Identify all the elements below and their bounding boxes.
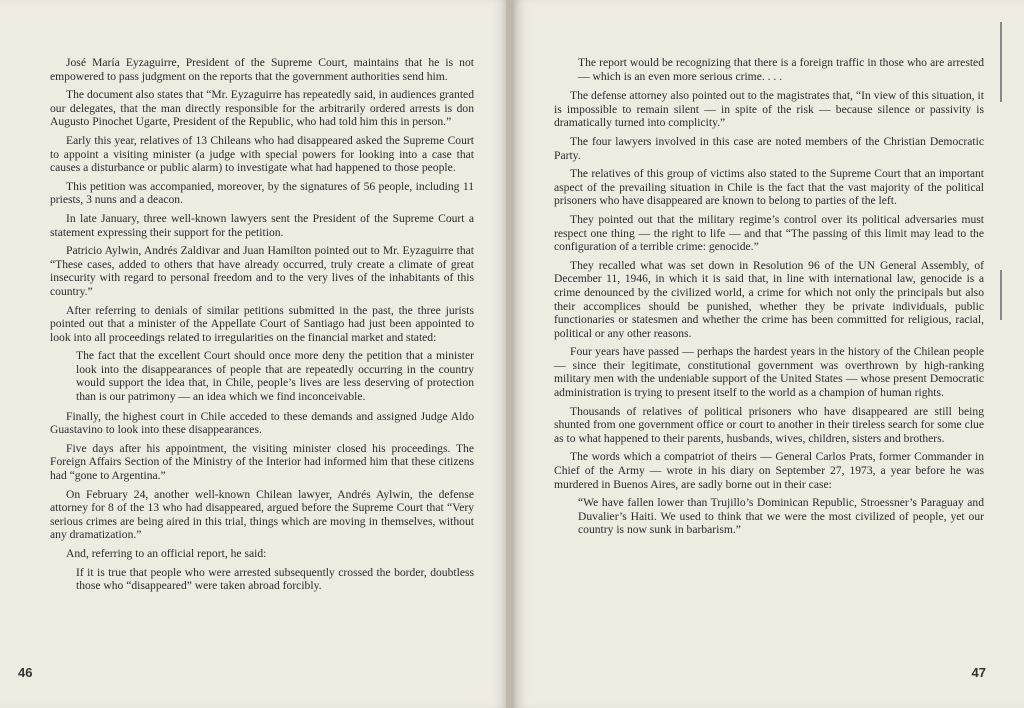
paragraph: Five days after his appointment, the visiting minister closed his proceedings. The Foreign Affairs Section of the Ministry of the Interior had informed him that these citizens had “gone to Argentina.”	[50, 441, 474, 483]
right-page-text	[554, 56, 984, 543]
left-page-text	[50, 56, 474, 599]
left-page	[0, 0, 508, 708]
block-quote: The fact that the excellent Court should once more deny the petition that a minister look into the disappearances of people that are repeatedly occurring in the country would support the idea that, in Chile, people’s lives are less deserving of protection than is our patrimony — an idea which we find inconceivable.	[76, 349, 474, 404]
page-edge-mark	[1000, 270, 1002, 320]
paragraph: José María Eyzaguirre, President of the Supreme Court, maintains that he is not empowered to pass judgment on the reports that the government authorities send him.	[50, 56, 474, 83]
paragraph: The words which a compatriot of theirs — General Carlos Prats, former Commander in Chief of the Army — wrote in his diary on September 27, 1973, a year before he was murdered in Buenos Aires, are sadly borne out in their case:	[554, 450, 984, 491]
paragraph: This petition was accompanied, moreover, by the signatures of 56 people, including 11 priests, 3 nuns and a deacon.	[50, 179, 474, 207]
paragraph: Early this year, relatives of 13 Chileans who had disappeared asked the Supreme Court to appoint a visiting minister (a judge with special powers for looking into a case that causes a disturbance or public alarm) to investigate what had happened to those people.	[50, 133, 474, 175]
paragraph: Four years have passed — perhaps the hardest years in the history of the Chilean people — since their legitimate, constitutional government was overthrown by high-ranking military men with the undeniable support of the United States — whose present Democratic administration is trying to present itself to the world as a champion of human rights.	[554, 345, 984, 400]
paragraph: On February 24, another well-known Chilean lawyer, Andrés Aylwin, the defense attorney for 8 of the 13 who had disappeared, argued before the Supreme Court that “Very serious crimes are being aired in this trial, things which are moving in themselves, without any dramatization.”	[50, 487, 474, 542]
paragraph: Finally, the highest court in Chile acceded to these demands and assigned Judge Aldo Guastavino to look into these disappearances.	[50, 409, 474, 437]
paragraph: And, referring to an official report, he said:	[66, 547, 267, 560]
block-quote: If it is true that people who were arrested subsequently crossed the border, doubtless those who “disappeared” were taken abroad forcibly.	[76, 565, 474, 593]
page-edge-mark	[1000, 22, 1002, 102]
paragraph: The four lawyers involved in this case are noted members of the Christian Democratic Party.	[554, 134, 984, 162]
paragraph: After referring to denials of similar petitions submitted in the past, the three jurists pointed out that a minister of the Appellate Court of Santiago had just been appointed to look into all proceedings related to irregularities on the financial market and stated:	[50, 303, 474, 344]
paragraph: The document also states that “Mr. Eyzaguirre has repeatedly said, in audiences granted our delegates, that the man directly responsible for the arbitrarily ordered arrests is don Augusto Pinochet Ugarte, President of the Republic, who had told him this in person.”	[50, 88, 474, 129]
right-page	[514, 0, 1024, 708]
page-number: 46	[18, 665, 33, 680]
paragraph: They pointed out that the military regime’s control over its political adversaries must respect one thing — the right to life — and that “The passing of this limit may lead to the configuration of a terrible crime: genocide.”	[554, 212, 984, 254]
paragraph: They recalled what was set down in Resolution 96 of the UN General Assembly, of December 11, 1946, in which it is said that, in line with international law, genocide is a crime denounced by the civilized world, a crime for which not only the principals but also their accomplices should be punished, whether they be private individuals, public functionaries or statesmen and whether the crime has been committed for religious, racial, political or any other reasons.	[554, 258, 984, 340]
paragraph: Thousands of relatives of political prisoners who have disappeared are still being shunted from one government office or court to another in their tireless search for some clue as to what happened to their parents, husbands, wives, children, sisters and brothers.	[554, 404, 984, 445]
block-quote: The report would be recognizing that there is a foreign traffic in those who are arrested — which is an even more serious crime. . . .	[578, 56, 984, 83]
paragraph: The defense attorney also pointed out to the magistrates that, “In view of this situation, it is impossible to remain silent — in spite of the risk — because silence or passivity is dramatically turned into complicity.”	[554, 89, 984, 130]
paragraph: The relatives of this group of victims also stated to the Supreme Court that an important aspect of the prevailing situation in Chile is the fact that the vast majority of the political prisoners who have disappeared are known to belong to parties of the left.	[554, 167, 984, 208]
block-quote: “We have fallen lower than Trujillo’s Dominican Republic, Stroessner’s Paraguay and Duvalier’s Haiti. We used to think that we were the most civilized of people, yet our country is now sunk in barbarism.”	[578, 496, 984, 537]
page-number: 47	[971, 665, 986, 680]
paragraph: Patricio Aylwin, Andrés Zaldivar and Juan Hamilton pointed out to Mr. Eyzaguirre that “These cases, added to others that have already occurred, truly create a climate of great insecurity with regard to personal freedom and to the very lives of the inhabitants of this country.”	[50, 244, 474, 298]
paragraph: In late January, three well-known lawyers sent the President of the Supreme Court a statement expressing their support for the petition.	[50, 211, 474, 239]
